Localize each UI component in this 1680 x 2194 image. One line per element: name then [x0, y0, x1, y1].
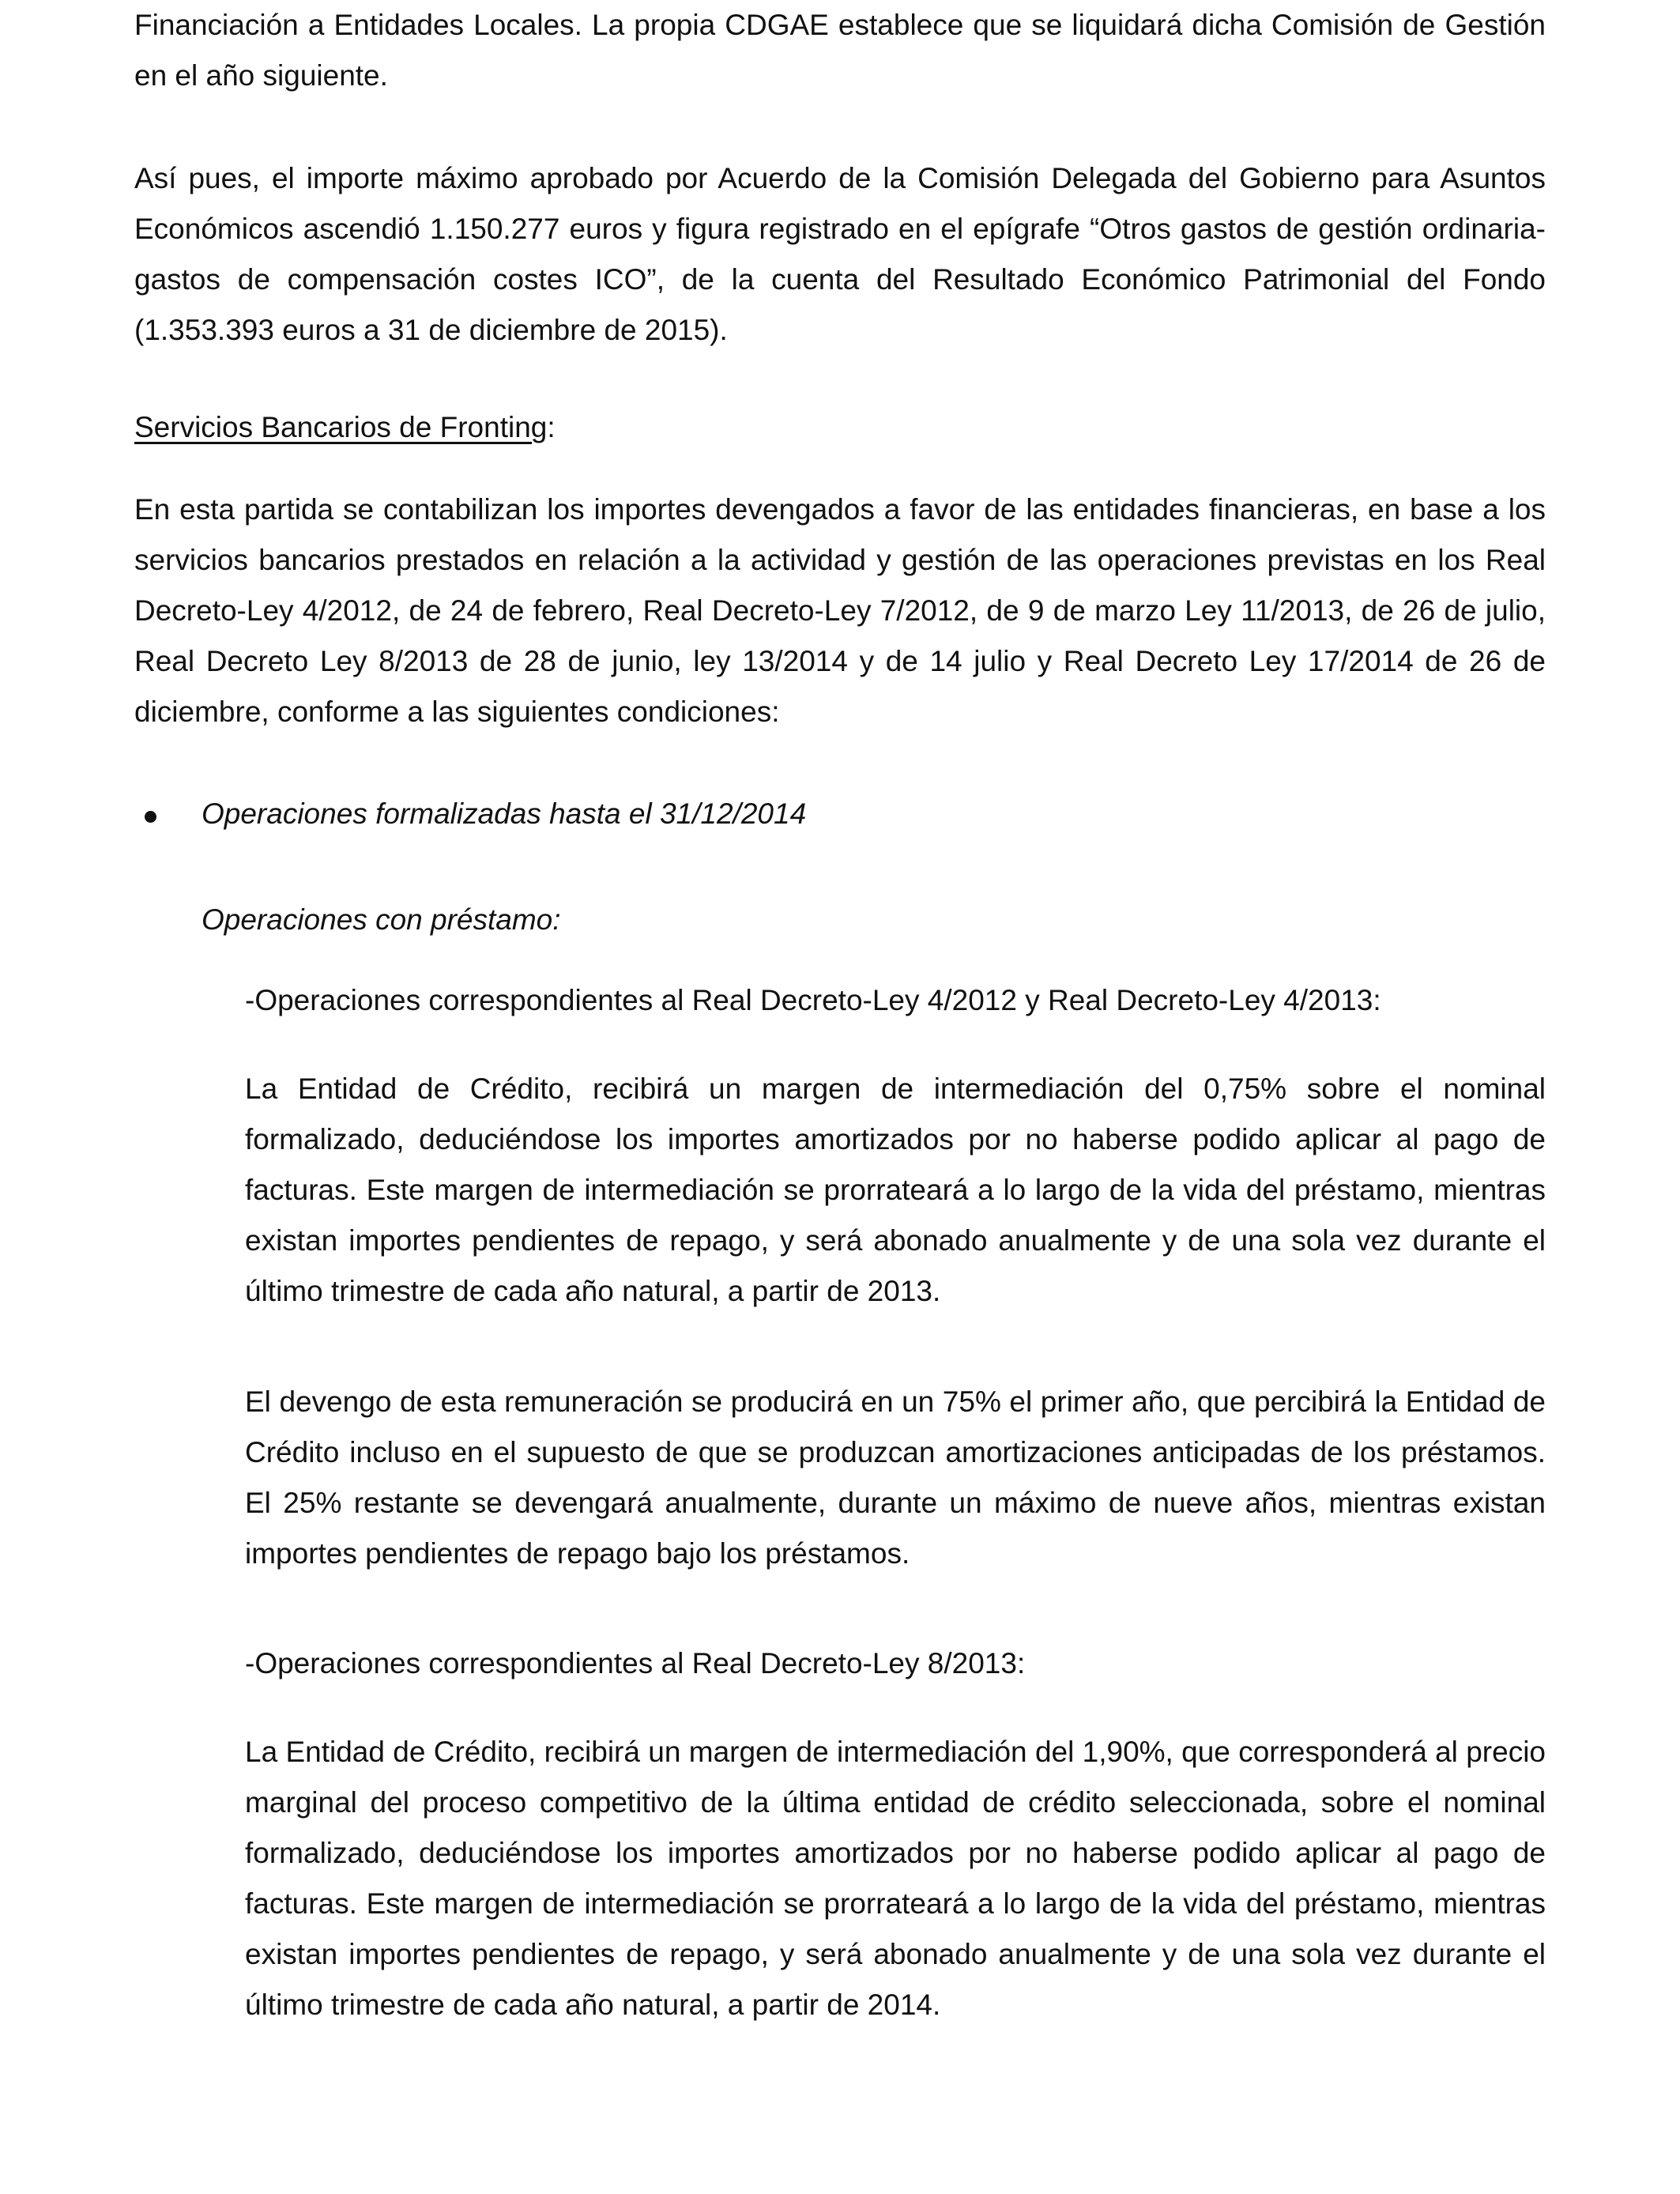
paragraph-margen-190: La Entidad de Crédito, recibirá un margen de intermediación del 1,90%, que corresponderá al precio marginal del proceso competitivo de la última entidad de crédito seleccionada, sobre el nominal formalizado, deduciéndose los importes amortizados por no haberse podido aplicar al pago de facturas. Este margen de intermediación se prorrateará a lo largo de la vida del préstamo, mientras existan importes pendientes de repago, y será abonado anualmente y de una sola vez durante el último trimestre de cada año natural, a partir de 2014.: [245, 1736, 1546, 2021]
section-heading-text: Servicios Bancarios de Fronting: [134, 411, 548, 443]
paragraph-intro: Financiación a Entidades Locales. La propia CDGAE establece que se liquidará dicha Comisión de Gestión en el año siguiente.: [134, 9, 1546, 92]
subheading-operaciones-prestamo: Operaciones con préstamo:: [202, 903, 561, 936]
bullet-operaciones-formalizadas: Operaciones formalizadas hasta el 31/12/2014: [202, 797, 807, 830]
bullet-icon: [145, 811, 156, 823]
subheading-rdl-4-2012: -Operaciones correspondientes al Real Decreto-Ley 4/2012 y Real Decreto-Ley 4/2013:: [245, 984, 1381, 1016]
paragraph-importe: Así pues, el importe máximo aprobado por Acuerdo de la Comisión Delegada del Gobierno para Asuntos Económicos ascendió 1.150.277 euros y figura registrado en el epígrafe “Otros gastos de gestión ordinaria-gastos de compensación costes ICO”, de la cuenta del Resultado Económico Patrimonial del Fondo (1.353.393 euros a 31 de diciembre de 2015).: [134, 162, 1546, 346]
paragraph-margen-075: La Entidad de Crédito, recibirá un margen de intermediación del 0,75% sobre el nominal formalizado, deduciéndose los importes amortizados por no haberse podido aplicar al pago de facturas. Este margen de intermediación se prorrateará a lo largo de la vida del préstamo, mientras existan importes pendientes de repago, y será abonado anualmente y de una sola vez durante el último trimestre de cada año natural, a partir de 2013.: [245, 1072, 1546, 1307]
subheading-rdl-8-2013: -Operaciones correspondientes al Real Decreto-Ley 8/2013:: [245, 1647, 1026, 1679]
paragraph-partida: En esta partida se contabilizan los importes devengados a favor de las entidades financieras, en base a los servicios bancarios prestados en relación a la actividad y gestión de las operaciones previstas en los Real Decreto-Ley 4/2012, de 24 de febrero, Real Decreto-Ley 7/2012, de 9 de marzo Ley 11/2013, de 26 de julio, Real Decreto Ley 8/2013 de 28 de junio, ley 13/2014 y de 14 julio y Real Decreto Ley 17/2014 de 26 de diciembre, conforme a las siguientes condiciones:: [134, 493, 1546, 728]
section-heading-servicios: [134, 402, 1546, 453]
section-heading-colon: :: [547, 411, 556, 443]
paragraph-devengo: El devengo de esta remuneración se producirá en un 75% el primer año, que percibirá la Entidad de Crédito incluso en el supuesto de que se produzcan amortizaciones anticipadas de los préstamos. El 25% restante se devengará anualmente, durante un máximo de nueve años, mientras existan importes pendientes de repago bajo los préstamos.: [245, 1385, 1546, 1570]
